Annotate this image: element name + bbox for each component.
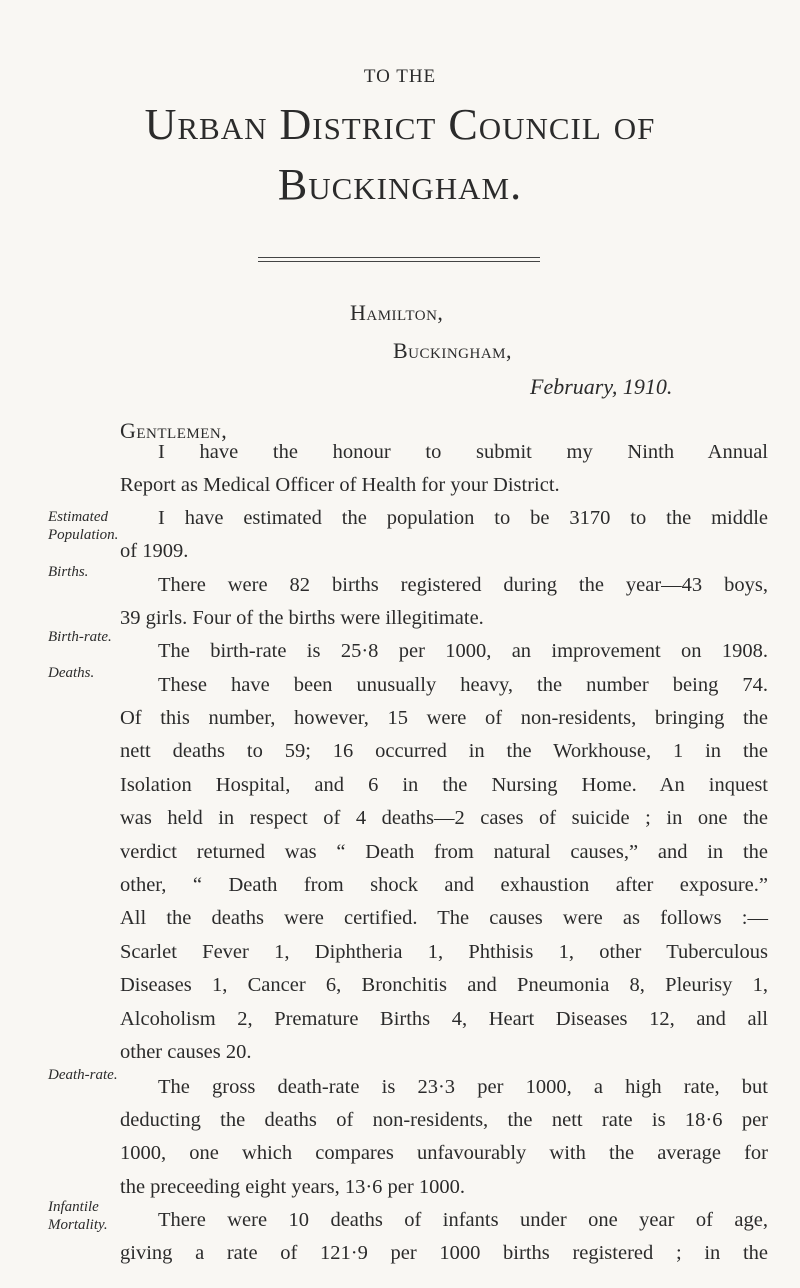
sidenote-infantile xyxy=(48,1198,108,1234)
salutation: Gentlemen, xyxy=(120,418,228,443)
paragraph-intro xyxy=(158,436,768,469)
paragraph-line: deducting the deaths of non-residents, the nett rate is 18·6 per xyxy=(120,1109,768,1131)
paragraph-line: nett deaths to 59; 16 occurred in the Workhouse, 1 in the xyxy=(120,740,768,763)
paragraph-line: of 1909. xyxy=(120,540,189,562)
paragraph-line: There were 82 births registered during the year—43 boys, xyxy=(158,574,768,596)
paragraph-line: the preceeding eight years, 13·6 per 1000. xyxy=(120,1175,465,1198)
address-line-2: Buckingham, xyxy=(393,338,513,363)
letter-date: February, 1910. xyxy=(530,374,673,399)
paragraph-births-cont xyxy=(120,602,768,635)
paragraph-line: other, “ Death from shock and exhaustion after exposure.” xyxy=(120,874,768,897)
paragraph-deaths-cont xyxy=(120,702,768,1069)
paragraph-line: Isolation Hospital, and 6 in the Nursing Home. An inquest xyxy=(120,773,768,796)
double-rule-top xyxy=(258,257,540,258)
sidenote-population-line-2: Population. xyxy=(48,527,119,543)
paragraph-line: These have been unusually heavy, the number being 74. xyxy=(158,674,768,696)
paragraph-line: Alcoholism 2, Premature Births 4, Heart Diseases 12, and all xyxy=(120,1007,768,1030)
sidenote-death-rate: Death-rate. xyxy=(48,1067,118,1083)
sidenote-births: Births. xyxy=(48,564,89,580)
paragraph-line: The birth-rate is 25·8 per 1000, an improvement on 1908. xyxy=(158,640,768,662)
paragraph-line: 39 girls. Four of the births were illegitimate. xyxy=(120,607,484,629)
sidenote-population xyxy=(48,508,118,544)
paragraph-population xyxy=(158,502,768,535)
paragraph-line: Of this number, however, 15 were of non-residents, bringing the xyxy=(120,707,768,729)
title-line-2: Buckingham. xyxy=(277,160,523,209)
paragraph-line: Report as Medical Officer of Health for your District. xyxy=(120,474,560,496)
paragraph-line: giving a rate of 121·9 per 1000 births registered ; in the xyxy=(120,1242,768,1264)
paragraph-infantile-cont xyxy=(120,1237,768,1270)
sidenote-infantile-line-1: Infantile xyxy=(48,1199,99,1215)
paragraph-births xyxy=(158,569,768,602)
paragraph-line: 1000, one which compares unfavourably with the average for xyxy=(120,1142,768,1165)
paragraph-line: Diseases 1, Cancer 6, Bronchitis and Pneumonia 8, Pleurisy 1, xyxy=(120,974,768,997)
paragraph-line: other causes 20. xyxy=(120,1041,252,1064)
paragraph-infantile xyxy=(158,1204,768,1237)
paragraph-death-rate xyxy=(158,1071,768,1104)
paragraph-line: The gross death-rate is 23·3 per 1000, a high rate, but xyxy=(158,1076,768,1098)
title-line-1: Urban District Council of xyxy=(144,100,656,149)
sidenote-population-line-1: Estimated xyxy=(48,509,108,525)
paragraph-line: was held in respect of 4 deaths—2 cases of suicide ; in one the xyxy=(120,807,768,830)
paragraph-line: Scarlet Fever 1, Diphtheria 1, Phthisis 1, other Tuberculous xyxy=(120,940,768,963)
paragraph-death-rate-cont xyxy=(120,1104,768,1204)
paragraph-line: I have the honour to submit my Ninth Annual xyxy=(158,441,768,463)
sidenote-infantile-line-2: Mortality. xyxy=(48,1217,108,1233)
sidenote-birth-rate: Birth-rate. xyxy=(48,629,112,645)
paragraph-line: All the deaths were certified. The causes were as follows :— xyxy=(120,907,768,930)
paragraph-line: I have estimated the population to be 3170 to the middle xyxy=(158,507,768,529)
paragraph-deaths xyxy=(158,669,768,702)
sidenote-deaths: Deaths. xyxy=(48,665,95,681)
paragraph-population-cont xyxy=(120,535,768,568)
paragraph-line: verdict returned was “ Death from natural causes,” and in the xyxy=(120,840,768,863)
paragraph-line: There were 10 deaths of infants under one year of age, xyxy=(158,1209,768,1231)
address-line-1: Hamilton, xyxy=(350,300,444,325)
paragraph-birth-rate xyxy=(158,635,768,668)
double-rule-bottom xyxy=(258,261,540,262)
heading-to-the: TO THE xyxy=(363,66,437,87)
paragraph-intro-cont xyxy=(120,469,768,502)
